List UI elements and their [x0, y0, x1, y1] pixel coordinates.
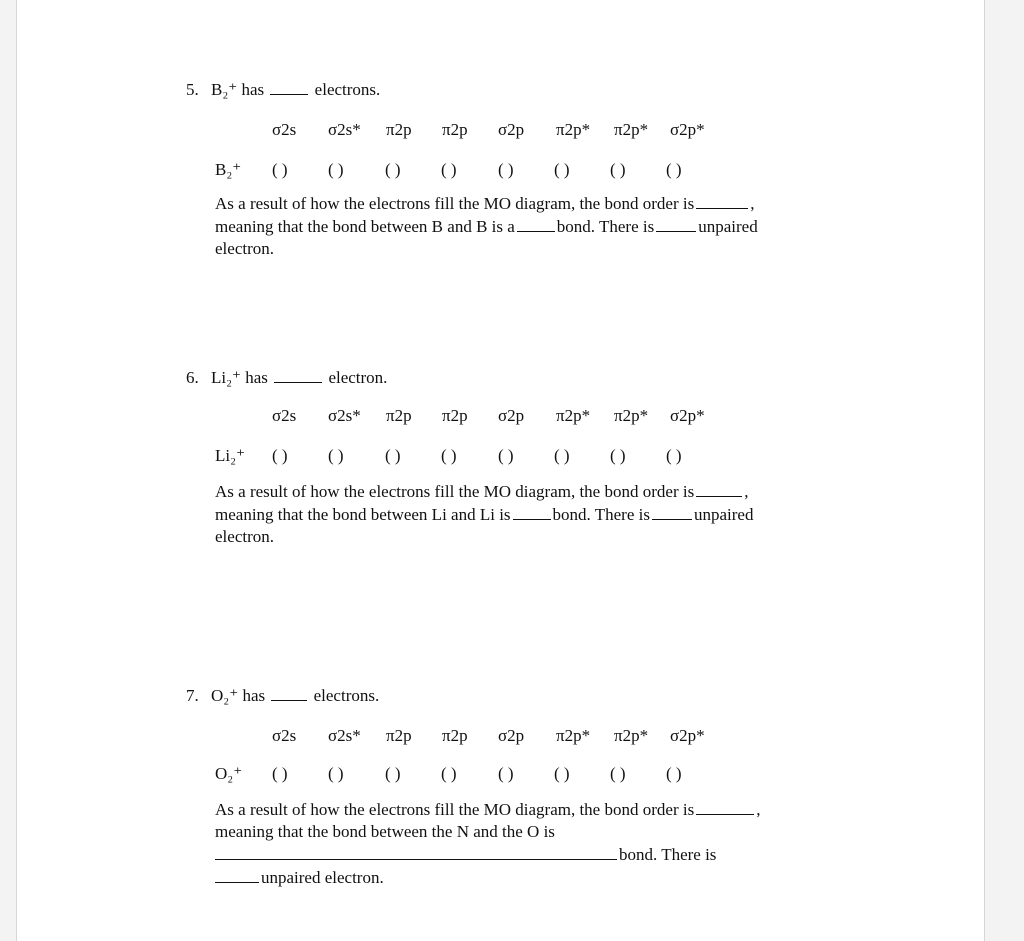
orbital-box[interactable]: ( )	[666, 446, 682, 465]
electrons-word: electrons.	[314, 80, 381, 99]
has-word: has	[241, 80, 265, 99]
bond-order-blank[interactable]	[696, 798, 754, 815]
paragraph-text: bond. There is	[552, 505, 650, 524]
has-word: has	[242, 686, 266, 705]
orbital-label: π2p	[386, 120, 412, 139]
has-word: has	[245, 368, 268, 387]
bond-order-paragraph	[215, 798, 855, 889]
bond-type-blank[interactable]	[215, 843, 617, 860]
orbital-header	[186, 120, 886, 144]
paragraph-text: As a result of how the electrons fill the MO diagram, the bond order is	[215, 194, 695, 213]
orbital-label: π2p	[442, 726, 468, 745]
orbital-label: π2p*	[556, 120, 591, 139]
electron-count-blank[interactable]	[271, 684, 307, 701]
orbital-header	[186, 406, 886, 430]
row-label: Li₂⁺	[215, 446, 246, 465]
orbital-box[interactable]: ( )	[554, 446, 570, 465]
paragraph-text: electron.	[215, 527, 274, 546]
row-label: O₂⁺	[215, 764, 243, 783]
orbital-label: π2p	[386, 406, 412, 425]
orbital-label: π2p*	[614, 406, 649, 425]
paragraph-text: meaning that the bond between Li and Li is	[215, 505, 511, 524]
paragraph-text: unpaired electron.	[261, 868, 384, 887]
comma: ,	[744, 482, 749, 501]
orbital-label: σ2s*	[328, 726, 361, 745]
orbital-box[interactable]: ( )	[441, 160, 457, 179]
orbital-box[interactable]: ( )	[385, 764, 401, 783]
orbital-box[interactable]: ( )	[328, 764, 344, 783]
orbital-label: σ2s	[272, 120, 297, 139]
orbital-box-row	[186, 446, 886, 470]
orbital-label: σ2p*	[670, 726, 705, 745]
electron-count-blank[interactable]	[274, 366, 322, 383]
orbital-label: σ2s	[272, 726, 297, 745]
orbital-box[interactable]: ( )	[385, 446, 401, 465]
paragraph-text: As a result of how the electrons fill the MO diagram, the bond order is	[215, 800, 695, 819]
paragraph-text: electron.	[215, 239, 274, 258]
orbital-box-row	[186, 764, 886, 788]
orbital-box-row	[186, 160, 886, 184]
paragraph-text: bond. There is	[556, 217, 655, 236]
orbital-label: π2p	[386, 726, 412, 745]
orbital-box[interactable]: ( )	[272, 446, 288, 465]
orbital-box[interactable]: ( )	[498, 160, 514, 179]
unpaired-count-blank[interactable]	[215, 866, 259, 883]
comma: ,	[756, 800, 761, 819]
orbital-label: σ2s	[272, 406, 297, 425]
orbital-box[interactable]: ( )	[272, 160, 288, 179]
orbital-label: σ2p	[498, 120, 525, 139]
orbital-label: π2p*	[614, 726, 649, 745]
orbital-header	[186, 726, 886, 750]
ion-formula: Li₂⁺	[211, 368, 242, 387]
paragraph-text: meaning that the bond between B and B is a	[215, 217, 515, 236]
ion-formula: O₂⁺	[211, 686, 239, 705]
electrons-word: electrons.	[313, 686, 380, 705]
orbital-label: σ2p*	[670, 120, 705, 139]
bond-type-blank[interactable]	[513, 503, 551, 520]
row-label: B₂⁺	[215, 160, 242, 179]
paragraph-text: As a result of how the electrons fill the MO diagram, the bond order is	[215, 482, 695, 501]
bond-type-blank[interactable]	[517, 215, 555, 232]
orbital-box[interactable]: ( )	[385, 160, 401, 179]
orbital-label: π2p	[442, 120, 468, 139]
paragraph-text: bond. There is	[619, 845, 717, 864]
bond-order-paragraph	[215, 480, 855, 548]
comma: ,	[750, 194, 755, 213]
question-number: 7.	[186, 686, 199, 705]
unpaired-count-blank[interactable]	[652, 503, 692, 520]
orbital-label: π2p*	[614, 120, 649, 139]
orbital-label: σ2p*	[670, 406, 705, 425]
orbital-box[interactable]: ( )	[610, 764, 626, 783]
orbital-box[interactable]: ( )	[441, 446, 457, 465]
question-number: 6.	[186, 368, 199, 387]
orbital-label: π2p*	[556, 406, 591, 425]
orbital-label: σ2p	[498, 726, 525, 745]
orbital-box[interactable]: ( )	[610, 160, 626, 179]
orbital-label: σ2s*	[328, 120, 361, 139]
orbital-box[interactable]: ( )	[328, 446, 344, 465]
unpaired-count-blank[interactable]	[656, 215, 696, 232]
question-number: 5.	[186, 80, 199, 99]
bond-order-paragraph	[215, 192, 855, 260]
orbital-box[interactable]: ( )	[666, 764, 682, 783]
paragraph-text: unpaired	[698, 217, 758, 236]
orbital-box[interactable]: ( )	[554, 764, 570, 783]
ion-formula: B₂⁺	[211, 80, 238, 99]
orbital-box[interactable]: ( )	[328, 160, 344, 179]
bond-order-blank[interactable]	[696, 480, 742, 497]
orbital-label: π2p*	[556, 726, 591, 745]
orbital-box[interactable]: ( )	[498, 764, 514, 783]
orbital-label: σ2p	[498, 406, 525, 425]
electrons-word: electron.	[328, 368, 388, 387]
bond-order-blank[interactable]	[696, 192, 748, 209]
orbital-box[interactable]: ( )	[498, 446, 514, 465]
orbital-label: π2p	[442, 406, 468, 425]
paragraph-text: unpaired	[693, 505, 754, 524]
orbital-box[interactable]: ( )	[272, 764, 288, 783]
orbital-box[interactable]: ( )	[441, 764, 457, 783]
orbital-box[interactable]: ( )	[610, 446, 626, 465]
orbital-box[interactable]: ( )	[666, 160, 682, 179]
electron-count-blank[interactable]	[270, 78, 308, 95]
orbital-box[interactable]: ( )	[554, 160, 570, 179]
orbital-label: σ2s*	[328, 406, 361, 425]
paragraph-text: meaning that the bond between the N and the O is	[215, 822, 555, 841]
